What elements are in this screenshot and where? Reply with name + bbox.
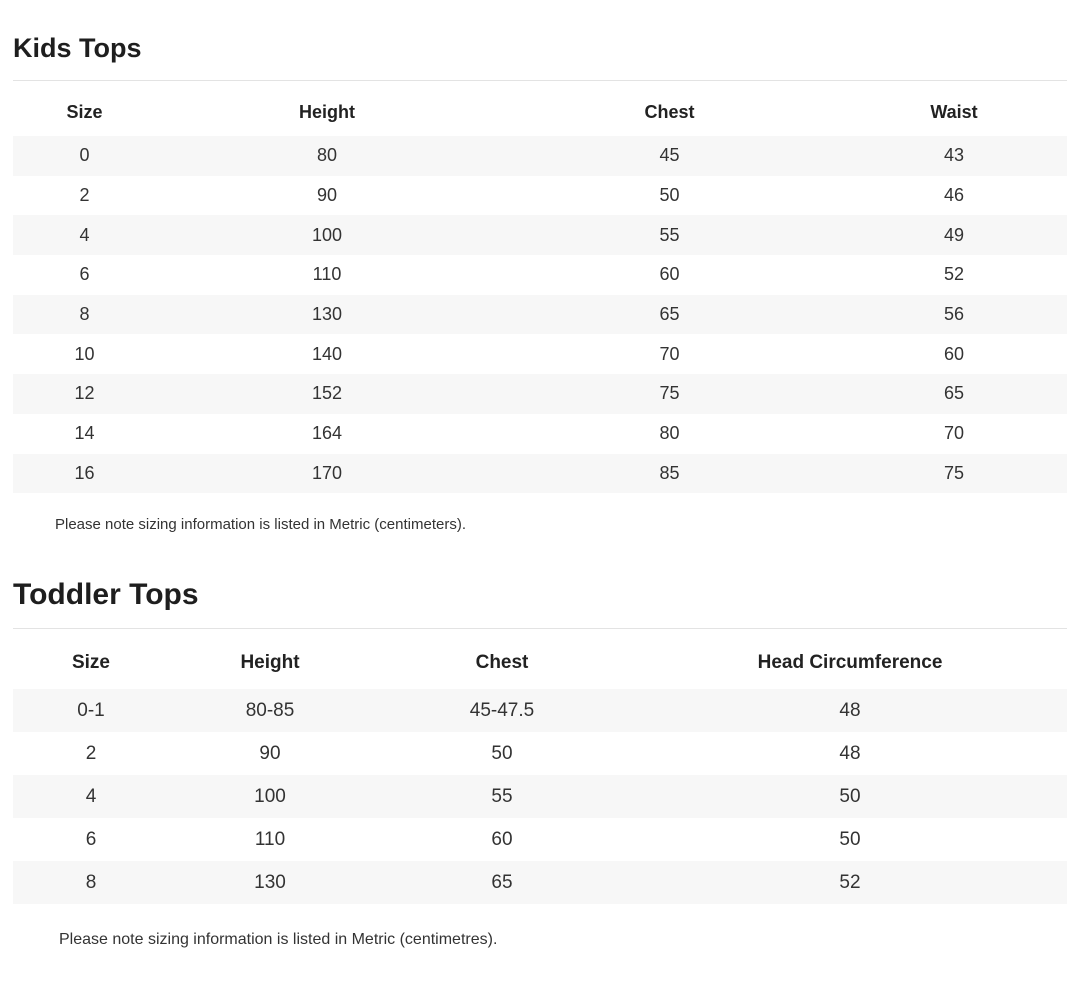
size-cell: 0-1: [13, 689, 169, 732]
chest-cell: 50: [491, 742, 513, 764]
column-header-size: Size: [66, 101, 103, 122]
column-header-chest: Chest: [475, 652, 529, 673]
height-cell: 80-85: [169, 689, 371, 732]
kids-metric-note: Please note sizing information is listed in Metric (centimeters).: [55, 516, 466, 533]
table-row: [13, 454, 1067, 494]
column-header-chest: Chest: [644, 101, 695, 122]
size-cell: 2: [79, 185, 90, 206]
height-cell: 100: [169, 775, 371, 818]
table-row: [13, 255, 1067, 295]
kids-title-divider: [13, 80, 1067, 81]
waist-cell: 43: [841, 136, 1067, 176]
waist-cell: 56: [841, 295, 1067, 335]
height-cell: 110: [254, 828, 286, 850]
toddler-title-divider: [13, 628, 1067, 629]
size-cell: 16: [13, 454, 156, 494]
height-cell: 170: [156, 454, 498, 494]
kids-size-table: [13, 88, 1067, 493]
table-row: [13, 215, 1067, 255]
toddler-size-table: [13, 637, 1067, 904]
column-header-head-circumference: Head Circumference: [757, 652, 943, 673]
chest-cell: 45-47.5: [371, 689, 633, 732]
size-cell: 4: [13, 215, 156, 255]
size-cell: 6: [79, 264, 90, 285]
size-cell: 14: [74, 423, 95, 444]
size-cell: 8: [13, 295, 156, 335]
column-header-size: Size: [71, 652, 111, 673]
kids-tops-title: Kids Tops: [13, 33, 142, 63]
column-header-height: Height: [240, 652, 300, 673]
size-cell: 8: [13, 861, 169, 904]
head-circumference-cell: 48: [633, 689, 1067, 732]
waist-cell: 49: [841, 215, 1067, 255]
table-row: [13, 334, 1067, 374]
chest-cell: 60: [491, 828, 513, 850]
chest-cell: 70: [659, 343, 680, 364]
chest-cell: 65: [371, 861, 633, 904]
table-row: [13, 136, 1067, 176]
chest-cell: 85: [498, 454, 841, 494]
table-header-row: [13, 637, 1067, 689]
height-cell: 130: [169, 861, 371, 904]
height-cell: 90: [259, 742, 281, 764]
chest-cell: 55: [371, 775, 633, 818]
height-cell: 80: [156, 136, 498, 176]
height-cell: 130: [156, 295, 498, 335]
chest-cell: 65: [498, 295, 841, 335]
height-cell: 140: [311, 343, 343, 364]
table-row: [13, 374, 1067, 414]
height-cell: 164: [311, 423, 343, 444]
height-cell: 100: [156, 215, 498, 255]
waist-cell: 65: [841, 374, 1067, 414]
table-row: [13, 861, 1067, 904]
size-cell: 12: [13, 374, 156, 414]
head-circumference-cell: 50: [633, 775, 1067, 818]
column-header-waist: Waist: [930, 101, 978, 122]
head-circumference-cell: 48: [839, 742, 861, 764]
toddler-metric-note: Please note sizing information is listed in Metric (centimetres).: [59, 931, 498, 948]
table-row: [13, 689, 1067, 732]
height-cell: 110: [312, 264, 342, 285]
chest-cell: 80: [659, 423, 680, 444]
size-cell: 10: [74, 343, 95, 364]
size-cell: 4: [13, 775, 169, 818]
table-row: [13, 176, 1067, 216]
chest-cell: 60: [659, 264, 680, 285]
waist-cell: 70: [943, 423, 965, 444]
size-cell: 6: [85, 828, 97, 850]
table-row: [13, 732, 1067, 775]
waist-cell: 75: [841, 454, 1067, 494]
chest-cell: 45: [498, 136, 841, 176]
column-header-height: Height: [299, 101, 355, 122]
toddler-tops-title: Toddler Tops: [13, 578, 199, 611]
table-row: [13, 414, 1067, 454]
table-row: [13, 295, 1067, 335]
table-row: [13, 818, 1067, 861]
size-cell: 0: [13, 136, 156, 176]
table-header-row: [13, 88, 1067, 136]
table-row: [13, 775, 1067, 818]
size-cell: 2: [85, 742, 97, 764]
chest-cell: 50: [659, 185, 680, 206]
waist-cell: 52: [943, 264, 965, 285]
height-cell: 152: [156, 374, 498, 414]
waist-cell: 60: [943, 343, 965, 364]
head-circumference-cell: 52: [633, 861, 1067, 904]
height-cell: 90: [316, 185, 338, 206]
chest-cell: 75: [498, 374, 841, 414]
head-circumference-cell: 50: [839, 828, 861, 850]
chest-cell: 55: [498, 215, 841, 255]
waist-cell: 46: [943, 185, 965, 206]
